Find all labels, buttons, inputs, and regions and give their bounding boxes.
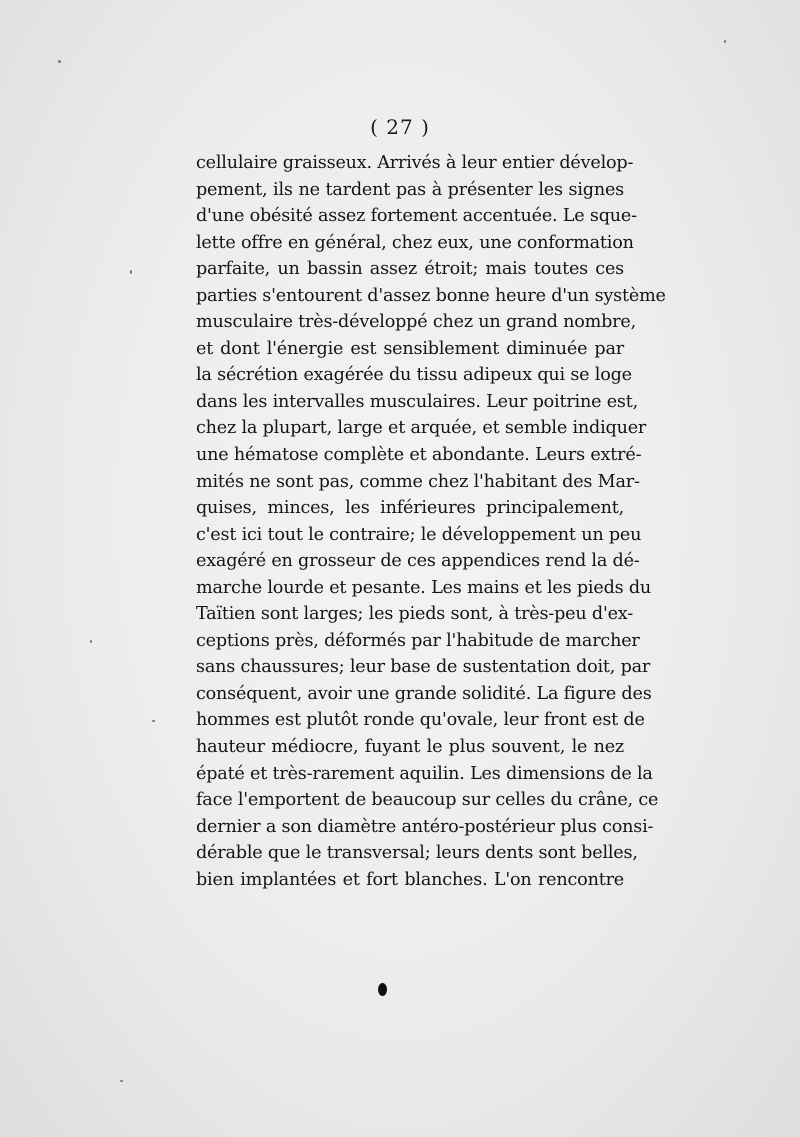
text-line: hauteur médiocre, fuyant le plus souvent, le nez	[196, 737, 624, 758]
text-line: cellulaire graisseux. Arrivés à leur entier dévelop-	[196, 153, 634, 173]
text-line: la sécrétion exagérée du tissu adipeux qui se loge	[196, 365, 632, 386]
text-line: d'une obésité assez fortement accentuée. Le sque-	[196, 206, 637, 227]
text-line: hommes est plutôt ronde qu'ovale, leur front est de	[196, 710, 645, 731]
text-line: bien implantées et fort blanches. L'on rencontre	[196, 869, 624, 890]
text-line: et dont l'énergie est sensiblement diminuée par	[196, 338, 624, 359]
text-line: ceptions près, déformés par l'habitude de marcher	[196, 630, 640, 651]
text-line: exagéré en grosseur de ces appendices rend la dé-	[196, 551, 640, 572]
text-line: pement, ils ne tardent pas à présenter les signes	[196, 179, 624, 200]
text-line: dans les intervalles musculaires. Leur poitrine est,	[196, 391, 638, 412]
text-line: sans chaussures; leur base de sustentation doit, par	[196, 657, 651, 678]
text-line: dérable que le transversal; leurs dents sont belles,	[196, 843, 638, 864]
paper-speck	[90, 640, 92, 643]
text-line: c'est ici tout le contraire; le développement un peu	[196, 524, 642, 545]
paper-speck	[152, 720, 155, 722]
body-text	[196, 150, 666, 893]
text-line: quises, minces, les inférieures principalement,	[196, 498, 624, 519]
text-line: lette offre en général, chez eux, une conformation	[196, 232, 634, 253]
text-line: conséquent, avoir une grande solidité. La figure des	[196, 683, 652, 704]
text-line: épaté et très-rarement aquilin. Les dimensions de la	[196, 763, 653, 784]
text-line: Taïtien sont larges; les pieds sont, à très-peu d'ex-	[196, 604, 633, 625]
text-line: une hématose complète et abondante. Leurs extré-	[196, 445, 642, 466]
paper-speck	[130, 270, 132, 274]
text-line: chez la plupart, large et arquée, et semble indiquer	[196, 418, 647, 439]
text-line: face l'emportent de beaucoup sur celles du crâne, ce	[196, 790, 659, 811]
text-line: marche lourde et pesante. Les mains et les pieds du	[196, 577, 652, 598]
ink-spot	[378, 983, 387, 996]
text-line: parties s'entourent d'assez bonne heure d'un système	[196, 285, 666, 306]
paper-speck	[724, 40, 726, 43]
paper-speck	[58, 60, 61, 63]
paper-speck	[120, 1080, 123, 1082]
text-line: parfaite, un bassin assez étroit; mais toutes ces	[196, 259, 624, 280]
page-number: ( 27 )	[370, 115, 430, 139]
text-line: mités ne sont pas, comme chez l'habitant des Mar-	[196, 471, 640, 492]
text-line: musculaire très-développé chez un grand nombre,	[196, 312, 636, 333]
text-line: dernier a son diamètre antéro-postérieur plus consi-	[196, 816, 654, 837]
